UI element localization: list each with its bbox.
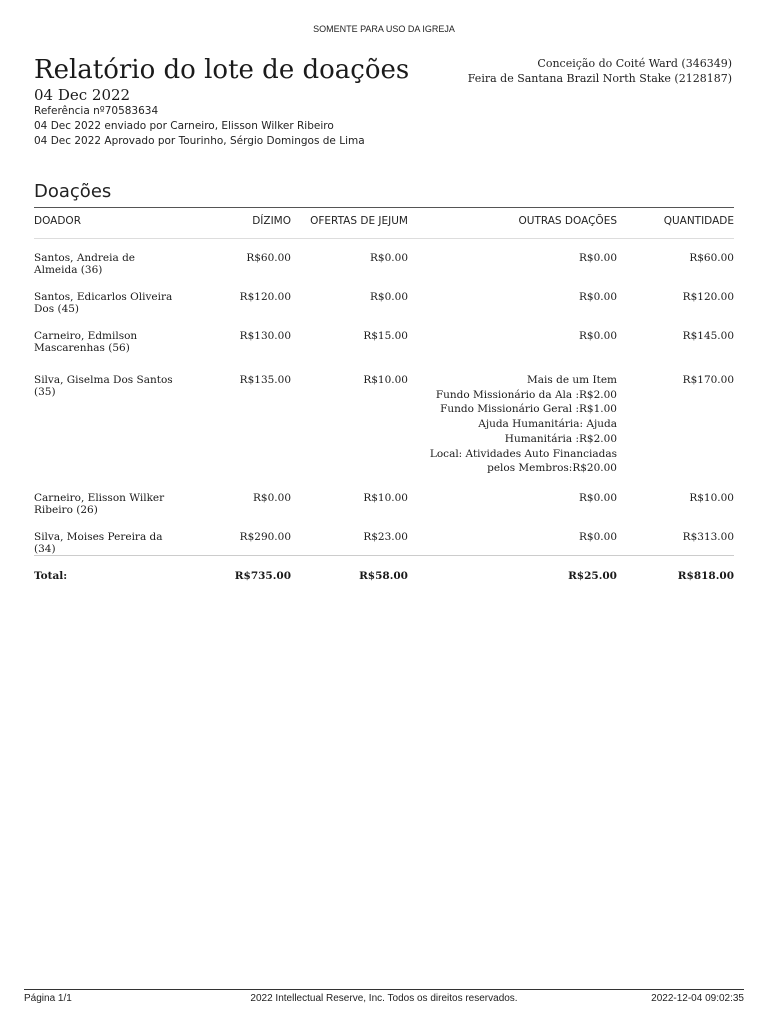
table-row [34, 492, 734, 531]
approved-by: 04 Dec 2022 Aprovado por Tourinho, Sérgio Domingos de Lima [34, 135, 365, 147]
fast-offering-amount: R$15.00 [363, 330, 408, 342]
other-donation-line: R$0.00 [579, 330, 617, 342]
copyright-notice: 2022 Intellectual Reserve, Inc. Todos os direitos reservados. [250, 993, 518, 1004]
tithe-amount: R$120.00 [239, 291, 291, 303]
table-row [34, 531, 734, 557]
other-donations [407, 290, 617, 305]
tithe-amount: R$135.00 [239, 374, 291, 386]
col-amount-header: QUANTIDADE [663, 215, 734, 227]
grand-total: R$818.00 [677, 570, 734, 582]
other-donations [407, 491, 617, 506]
report-title: Relatório do lote de doações [34, 55, 410, 85]
report-date: 04 Dec 2022 [34, 86, 131, 104]
submitted-by: 04 Dec 2022 enviado por Carneiro, Elisson Wilker Ribeiro [34, 120, 334, 132]
donor-name: Silva, Moises Pereira da (34) [34, 531, 163, 555]
total-fast-offering: R$58.00 [359, 570, 408, 582]
other-donation-line: Humanitária :R$2.00 [504, 432, 617, 445]
tithe-amount: R$130.00 [239, 330, 291, 342]
other-donation-line: Fundo Missionário da Ala :R$2.00 [435, 388, 617, 401]
tithe-amount: R$0.00 [253, 492, 291, 504]
fast-offering-amount: R$23.00 [363, 531, 408, 543]
totals-divider [34, 555, 734, 556]
total-tithe: R$735.00 [234, 570, 291, 582]
table-row [34, 330, 734, 374]
page-number: Página 1/1 [24, 993, 72, 1004]
other-donation-line: Mais de um Item [527, 374, 617, 386]
other-donations [407, 373, 617, 476]
row-total: R$313.00 [682, 531, 734, 543]
other-donations [407, 251, 617, 266]
other-donation-line: R$0.00 [579, 531, 617, 543]
other-donation-line: Ajuda Humanitária: Ajuda [478, 418, 617, 431]
total-other-donations: R$25.00 [568, 570, 617, 582]
totals-label: Total: [34, 570, 68, 582]
row-total: R$145.00 [682, 330, 734, 342]
donations-section-title: Doações [34, 181, 112, 202]
generated-timestamp: 2022-12-04 09:02:35 [651, 993, 744, 1004]
col-tithe-header: DÍZIMO [252, 215, 291, 227]
fast-offering-amount: R$10.00 [363, 492, 408, 504]
donor-name: Santos, Edicarlos Oliveira Dos (45) [34, 291, 173, 315]
footer-divider [24, 989, 744, 990]
other-donation-line: R$0.00 [579, 252, 617, 264]
unit-info [468, 56, 732, 86]
stake-name: Feira de Santana Brazil North Stake (2128187) [467, 72, 732, 85]
donations-table-body [34, 252, 734, 557]
header-divider [34, 238, 734, 239]
other-donation-line: Local: Atividades Auto Financiadas [429, 447, 617, 460]
row-total: R$10.00 [689, 492, 734, 504]
page-footer [24, 993, 744, 1007]
totals-row [34, 570, 734, 584]
ward-name: Conceição do Coité Ward (346349) [537, 57, 732, 70]
col-fast-header: OFERTAS DE JEJUM [310, 215, 408, 227]
section-divider [34, 207, 734, 208]
other-donation-line: R$0.00 [579, 492, 617, 504]
fast-offering-amount: R$10.00 [363, 374, 408, 386]
fast-offering-amount: R$0.00 [370, 252, 408, 264]
row-total: R$60.00 [689, 252, 734, 264]
church-use-banner: SOMENTE PARA USO DA IGREJA [313, 24, 455, 34]
tithe-amount: R$60.00 [246, 252, 291, 264]
donor-name: Carneiro, Edmilson Mascarenhas (56) [34, 330, 138, 354]
row-total: R$120.00 [682, 291, 734, 303]
tithe-amount: R$290.00 [239, 531, 291, 543]
donor-name: Silva, Giselma Dos Santos (35) [34, 374, 173, 398]
other-donation-line: R$0.00 [579, 291, 617, 303]
table-row [34, 252, 734, 291]
other-donations [407, 530, 617, 545]
other-donation-line: Fundo Missionário Geral :R$1.00 [440, 403, 617, 416]
donor-name: Carneiro, Elisson Wilker Ribeiro (26) [34, 492, 165, 516]
col-donor-header: DOADOR [34, 215, 81, 227]
col-other-header: OUTRAS DOAÇÕES [518, 215, 617, 227]
report-header [34, 54, 409, 149]
other-donation-line: pelos Membros:R$20.00 [487, 462, 617, 475]
row-total: R$170.00 [682, 374, 734, 386]
table-row [34, 374, 734, 492]
table-row [34, 291, 734, 330]
donor-name: Santos, Andreia de Almeida (36) [34, 252, 136, 276]
fast-offering-amount: R$0.00 [370, 291, 408, 303]
reference-number: Referência nº70583634 [34, 105, 159, 117]
other-donations [407, 329, 617, 344]
